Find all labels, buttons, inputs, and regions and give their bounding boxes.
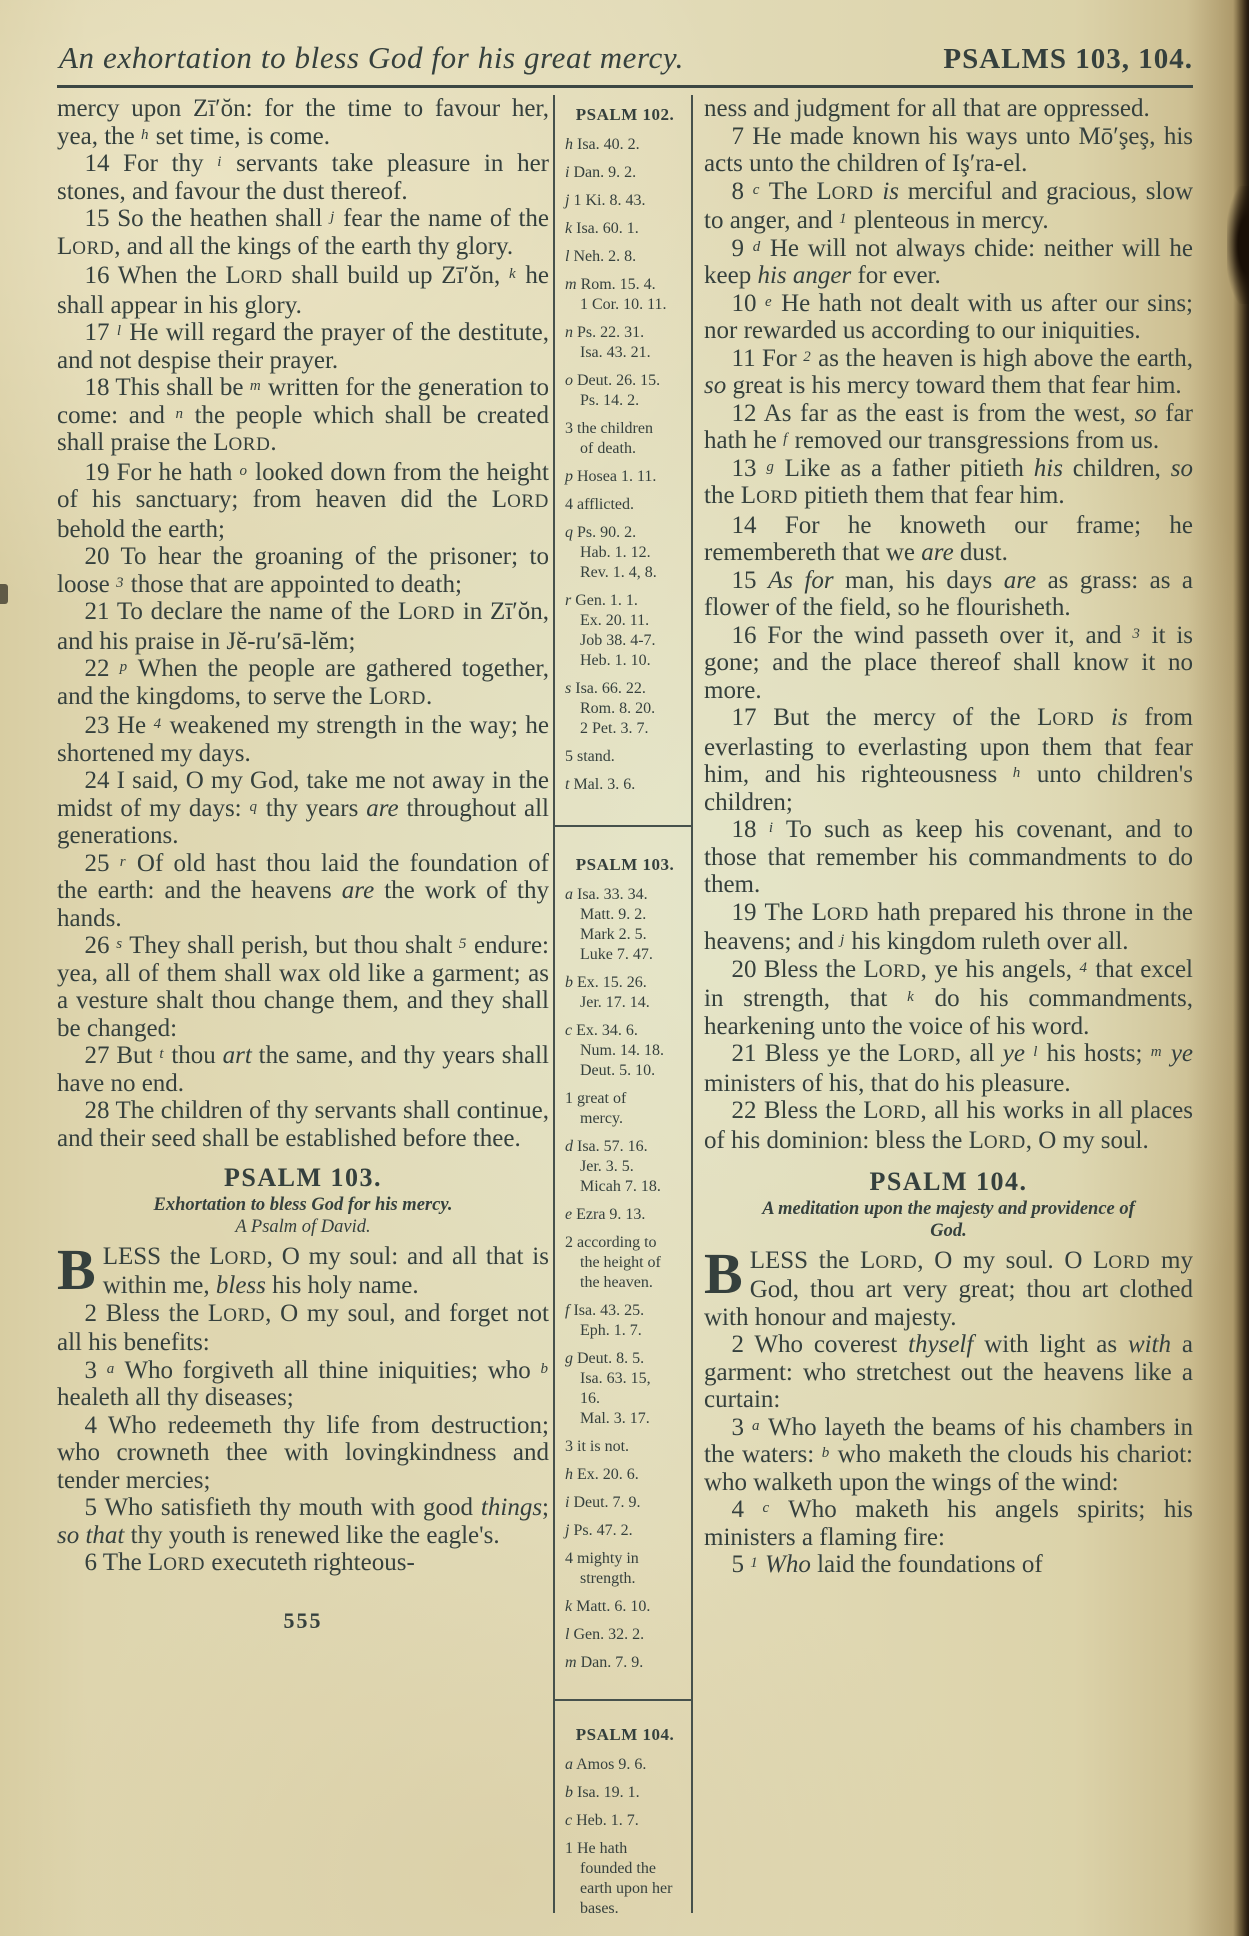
psalm-104-title: PSALM 104. (869, 1167, 1028, 1196)
psalm-103-verses-right (704, 123, 1193, 1157)
cross-reference: d Isa. 57. 16. Jer. 3. 5. Micah 7. 18. (565, 1138, 661, 1195)
verse-paragraph: 11 For $^2$ as the heaven is high above the earth, so great is his mercy toward them that fear him. (704, 344, 1193, 399)
text-columns (57, 95, 1193, 1913)
psalm-103-title: PSALM 103. (224, 1163, 382, 1192)
cross-reference: h Isa. 40. 2. (565, 136, 640, 153)
cross-reference: n Ps. 22. 31. Isa. 43. 21. (565, 324, 651, 361)
cross-reference: 3 it is not. (565, 1438, 630, 1455)
verse-paragraph: 2 Who coverest thyself with light as with a garment: who stretchest out the heavens like a curtain: (704, 1331, 1193, 1413)
ref-group-psalm-104 (565, 1755, 685, 1913)
ref-group-title-psalm-104: PSALM 104. (575, 1725, 675, 1744)
ref-group-psalm-103 (565, 885, 685, 1673)
verse-paragraph: 18 This shall be $^m$ written for the generation to come: and $^n$ the people which shall be created shall praise the LORD. (57, 374, 549, 456)
verse-paragraph: 20 To hear the groaning of the prisoner; to loose $^3$ those that are appointed to death; (57, 543, 549, 598)
cross-reference: 1 He hath founded the earth upon her bases. (565, 1840, 673, 1913)
cross-reference: g Deut. 8. 5. Isa. 63. 15, 16. Mal. 3. 17. (565, 1350, 651, 1427)
verse-paragraph: 25 $^r$ Of old hast thou laid the foundation of the earth: and the heavens are the work of thy hands. (57, 849, 550, 932)
verse-paragraph: 21 To declare the name of the LORD in Zī′ŏn, and his praise in Jĕ-ru′sā-lĕm; (57, 598, 549, 655)
verse-paragraph: 24 I said, O my God, take me not away in the midst of my days: $^q$ thy years are throughout all generations. (57, 767, 549, 849)
cross-reference: a Amos 9. 6. (565, 1756, 647, 1773)
cross-reference: k Matt. 6. 10. (565, 1598, 651, 1615)
verse-paragraph: 12 As far as the east is from the west, so far hath he $^f$ removed our transgressions from us. (704, 399, 1194, 454)
cross-reference: q Ps. 90. 2. Hab. 1. 12. Rev. 1. 4, 8. (565, 524, 657, 581)
cross-reference: c Ex. 34. 6. Num. 14. 18. Deut. 5. 10. (565, 1022, 664, 1079)
verse-continuation: mercy upon Zī′ŏn: for the time to favour her, yea, the $^h$ set time, is come. (57, 95, 549, 150)
drop-cap: B (57, 1236, 96, 1302)
cross-reference: j 1 Ki. 8. 43. (565, 192, 646, 209)
header-rule (57, 85, 1193, 88)
verse-paragraph: 19 For he hath $^o$ looked down from the height of his sanctuary; from heaven did the LORD behold the earth; (57, 458, 549, 543)
psalm-104-subtitle: A meditation upon the majesty and providence of God. (762, 1198, 1135, 1241)
verse-paragraph: 19 The LORD hath prepared his throne in the heavens; and $^j$ his kingdom ruleth over all. (704, 898, 1193, 955)
verse-continuation: ness and judgment for all that are oppressed. (704, 95, 1150, 122)
page-reference: PSALMS 103, 104. (943, 43, 1193, 75)
page-edge-dark-spot (1227, 186, 1249, 304)
left-column (57, 95, 549, 1913)
cross-reference: 4 afflicted. (565, 496, 635, 513)
verse-paragraph: 17 But the mercy of the LORD is from everlasting to everlasting upon them that fear him, and his righteousness $^h$ unto children's children; (704, 704, 1193, 816)
cross-reference: r Gen. 1. 1. Ex. 20. 11. Job 38. 4-7. Heb. 1. 10. (565, 592, 656, 669)
page-header (57, 40, 1193, 76)
verse-paragraph: 14 For he knoweth our frame; he remembereth that we are dust. (704, 511, 1193, 566)
verse-text: LESS the LORD, O my soul: and all that is within me, bless his holy name. (102, 1242, 549, 1299)
verse-paragraph: 6 The LORD executeth righteous- (84, 1549, 415, 1576)
cross-reference: b Isa. 19. 1. (565, 1784, 640, 1801)
reference-divider (555, 1699, 691, 1701)
verse-paragraph: 15 As for man, his days are as grass: as a flower of the field, so he flourisheth. (704, 566, 1193, 621)
psalm-103-verse-1 (57, 1236, 549, 1302)
verse-paragraph: 14 For thy $^i$ servants take pleasure in her stones, and favour the dust thereof. (57, 150, 549, 205)
cross-reference: a Isa. 33. 34. Matt. 9. 2. Mark 2. 5. Luke 7. 47. (565, 886, 653, 963)
psalm-103-verses-left (57, 1300, 549, 1579)
verse-paragraph: 22 Bless the LORD, all his works in all places of his dominion: bless the LORD, O my soul. (704, 1097, 1194, 1154)
drop-cap: B (704, 1240, 743, 1306)
cross-reference: l Gen. 32. 2. (565, 1626, 645, 1643)
running-head: An exhortation to bless God for his great mercy. (59, 40, 684, 75)
verse-paragraph: 16 For the wind passeth over it, and $^3$ it is gone; and the place thereof shall know it no more. (704, 621, 1193, 704)
right-column (693, 95, 1193, 1913)
verse-paragraph: 10 $^e$ He hath not dealt with us after our sins; nor rewarded us according to our iniquities. (704, 289, 1193, 344)
cross-reference: b Ex. 15. 26. Jer. 17. 14. (565, 974, 650, 1011)
ref-group-title-psalm-103: PSALM 103. (575, 855, 675, 874)
cross-reference: l Neh. 2. 8. (565, 248, 637, 265)
cross-reference: 3 the children of death. (565, 420, 653, 457)
verse-paragraph: 8 $^c$ The LORD is merciful and gracious, slow to anger, and $^1$ plenteous in mercy. (704, 177, 1194, 234)
psalm-103-subtitle: Exhortation to bless God for his mercy. (153, 1194, 453, 1215)
cross-reference: h Ex. 20. 6. (565, 1466, 639, 1483)
verse-paragraph: 20 Bless the LORD, ye his angels, $^4$ that excel in strength, that $^k$ do his commandments, hearkening unto the voice of his word. (704, 955, 1193, 1040)
cross-reference: c Heb. 1. 7. (565, 1812, 639, 1829)
verse-paragraph: 4 $^c$ Who maketh his angels spirits; his ministers a flaming fire: (704, 1496, 1194, 1551)
page-content (57, 40, 1193, 1913)
verse-paragraph: 7 He made known his ways unto Mō′şeş, his acts unto the children of Iş′ra-el. (704, 122, 1193, 177)
reference-divider (555, 825, 691, 827)
psalm-103-attribution: A Psalm of David. (235, 1216, 371, 1237)
psalm-104-verse-1 (704, 1240, 1194, 1332)
cross-reference: 2 according to the height of the heaven. (565, 1234, 661, 1291)
ref-group-psalm-102 (565, 135, 685, 795)
verse-paragraph: 3 $^a$ Who layeth the beams of his chambers in the waters: $^b$ who maketh the clouds his chariot: who walketh upon the wings of the wind: (704, 1413, 1194, 1496)
verse-paragraph: 5 Who satisfieth thy mouth with good things; so that thy youth is renewed like the eagle's. (57, 1494, 549, 1549)
cross-reference: e Ezra 9. 13. (565, 1206, 646, 1223)
verse-paragraph: 4 Who redeemeth thy life from destruction; who crowneth thee with lovingkindness and tender mercies; (57, 1411, 549, 1494)
verse-paragraph: 3 $^a$ Who forgiveth all thine iniquities; who $^b$ healeth all thy diseases; (57, 1356, 548, 1411)
verse-paragraph: 2 Bless the LORD, O my soul, and forget not all his benefits: (57, 1299, 549, 1356)
verse-paragraph: 17 $^l$ He will regard the prayer of the destitute, and not despise their prayer. (57, 319, 550, 374)
cross-reference: m Rom. 15. 4. 1 Cor. 10. 11. (565, 276, 667, 313)
cross-reference: o Deut. 26. 15. Ps. 14. 2. (565, 372, 661, 409)
cross-reference: i Dan. 9. 2. (565, 164, 637, 181)
page-number: 555 (283, 1607, 323, 1633)
cross-reference: 1 great of mercy. (565, 1090, 627, 1127)
verse-paragraph: 21 Bless ye the LORD, all ye $^l$ his hosts; $^m$ ye ministers of his, that do his pleasure. (704, 1040, 1194, 1097)
cross-reference: 5 stand. (565, 748, 615, 765)
cross-reference: t Mal. 3. 6. (565, 776, 636, 793)
cross-reference-column (553, 95, 693, 1913)
verse-paragraph: 28 The children of thy servants shall continue, and their seed shall be established before thee. (57, 1097, 549, 1152)
ref-group-title-psalm-102: PSALM 102. (575, 105, 675, 124)
cross-reference: p Hosea 1. 11. (565, 468, 657, 485)
verse-paragraph: 16 When the LORD shall build up Zī′ŏn, $^k$ he shall appear in his glory. (57, 262, 549, 319)
cross-reference: f Isa. 43. 25. Eph. 1. 7. (565, 1302, 645, 1339)
cross-reference: s Isa. 66. 22. Rom. 8. 20. 2 Pet. 3. 7. (565, 680, 656, 737)
cross-reference: m Dan. 7. 9. (565, 1654, 644, 1671)
verse-paragraph: 27 But $^t$ thou art the same, and thy years shall have no end. (57, 1042, 549, 1097)
cross-reference: k Isa. 60. 1. (565, 220, 639, 237)
cross-reference: 4 mighty in strength. (565, 1550, 639, 1587)
verse-paragraph: 13 $^g$ Like as a father pitieth his children, so the LORD pitieth them that fear him. (704, 454, 1193, 509)
psalm-104-verses (704, 1331, 1193, 1579)
verse-paragraph: 26 $^s$ They shall perish, but thou shalt $^5$ endure: yea, all of them shall wax old like a garment; as a vesture shalt thou change them, and they shall be changed: (57, 932, 549, 1042)
margin-ink-mark (0, 584, 8, 604)
cross-reference: j Ps. 47. 2. (565, 1522, 633, 1539)
verse-text: LESS the LORD, O my soul. O LORD my God, thou art very great; thou art clothed with honour and majesty. (704, 1246, 1194, 1331)
psalm-102-verses (57, 150, 549, 1152)
cross-reference: i Deut. 7. 9. (565, 1494, 641, 1511)
verse-paragraph: 23 He $^4$ weakened my strength in the way; he shortened my days. (57, 712, 549, 767)
verse-paragraph: 15 So the heathen shall $^j$ fear the name of the LORD, and all the kings of the earth thy glory. (57, 205, 549, 260)
verse-paragraph: 22 $^p$ When the people are gathered together, and the kingdoms, to serve the LORD. (57, 655, 550, 710)
verse-paragraph: 5 $^1$ Who laid the foundations of (731, 1551, 1043, 1578)
verse-paragraph: 18 $^i$ To such as keep his covenant, and to those that remember his commandments to do them. (704, 816, 1194, 898)
verse-paragraph: 9 $^d$ He will not always chide: neither will he keep his anger for ever. (704, 234, 1194, 289)
